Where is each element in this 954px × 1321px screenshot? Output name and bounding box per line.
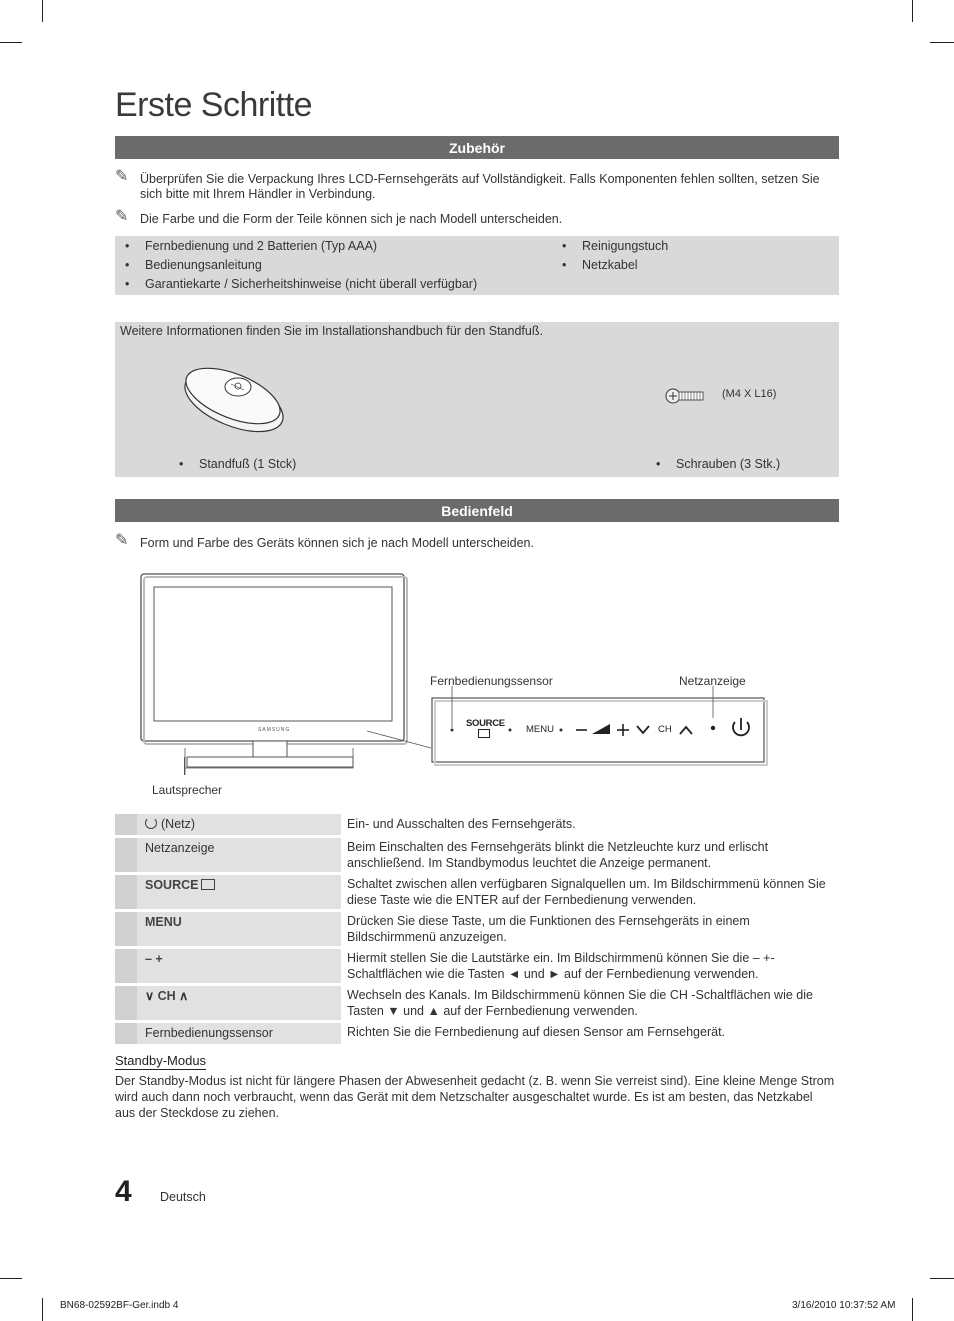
note-text: Die Farbe und die Form der Teile können sich je nach Modell unterscheiden. [140, 212, 563, 226]
speaker-callout-label: Lautsprecher [152, 783, 223, 797]
footer-datetime: 3/16/2010 10:37:52 AM [792, 1300, 896, 1311]
accessory-item: • Fernbedienung und 2 Batterien (Typ AAA) [145, 239, 377, 253]
row-desc: Beim Einschalten des Fernsehgeräts blinkt die Netzleuchte kurz und erlischt anschließend. Im Standbymodus leuchtet die Anzeige permanent. [341, 837, 839, 874]
power-indicator-callout-label: Netzanzeige [679, 674, 746, 688]
source-button-label: SOURCE [466, 718, 505, 729]
row-desc: Wechseln des Kanals. Im Bildschirmmenü können Sie die CH -Schaltflächen wie die Tasten ▼ und ▲ auf der Fernbedienung verwenden. [341, 985, 839, 1022]
table-row [115, 837, 839, 874]
note-packaging [115, 168, 835, 202]
table-row [115, 814, 839, 837]
row-key: – + [145, 952, 163, 966]
screw-label: • Schrauben (3 Stk.) [676, 457, 780, 471]
row-key: (Netz) [161, 817, 196, 831]
speaker-callout-line [184, 757, 185, 775]
crop-mark [930, 1278, 954, 1279]
screw-size-label: (M4 X L16) [722, 388, 777, 400]
row-key: Fernbedienungssensor [137, 1022, 341, 1045]
stand-label: • Standfuß (1 Stck) [199, 457, 296, 471]
enter-icon [201, 879, 215, 890]
standby-heading: Standby-Modus [115, 1053, 207, 1068]
crop-mark [42, 0, 43, 22]
table-row [115, 948, 839, 985]
page-number: 4 [115, 1175, 132, 1208]
note-panel [115, 532, 835, 551]
stand-info-text: Weitere Informationen finden Sie im Installationshandbuch für den Standfuß. [120, 324, 543, 338]
pencil-note-icon: ✎ [115, 532, 129, 549]
table-row [115, 874, 839, 911]
row-key: SOURCE [145, 878, 199, 892]
brand-logo: SAMSUNG [258, 727, 291, 733]
accessory-item: • Garantiekarte / Sicherheitshinweise (nicht überall verfügbar) [145, 277, 477, 291]
note-text: Überprüfen Sie die Verpackung Ihres LCD-Fernsehgeräts auf Vollständigkeit. Falls Komponenten fehlen sollten, setzen Sie sich bitte mit Ihrem Händler in Verbindung. [140, 172, 820, 201]
crop-mark [912, 1298, 913, 1321]
row-key: CH [157, 989, 176, 1003]
table-row [115, 911, 839, 948]
row-key: MENU [145, 915, 182, 929]
table-row [115, 985, 839, 1022]
crop-mark [930, 42, 954, 43]
footer-file: BN68-02592BF-Ger.indb 4 [60, 1300, 179, 1311]
page-title: Erste Schritte [115, 86, 313, 124]
row-desc: Drücken Sie diese Taste, um die Funktionen des Fernsehgeräts in einem Bildschirmmenü anzuzeigen. [341, 911, 839, 948]
ch-button-label: CH [658, 724, 672, 735]
crop-mark [912, 0, 913, 22]
note-parts [115, 208, 835, 227]
row-desc: Richten Sie die Fernbedienung auf diesen Sensor am Fernsehgerät. [341, 1022, 839, 1045]
control-table [115, 814, 839, 1044]
chevron-up-icon: ∧ [175, 989, 189, 1003]
sensor-callout-label: Fernbedienungssensor [430, 674, 553, 688]
crop-mark [0, 1278, 22, 1279]
table-row [115, 1022, 839, 1045]
crop-mark [0, 42, 22, 43]
row-desc: Hiermit stellen Sie die Lautstärke ein. Im Bildschirmmenü können Sie die – +-Schaltflächen wie die Tasten ◄ und ► auf der Fernbedienung verwenden. [341, 948, 839, 985]
row-desc: Schaltet zwischen allen verfügbaren Signalquellen um. Im Bildschirmmenü können Sie diese Taste wie die ENTER auf der Fernbedienung verwenden. [341, 874, 839, 911]
note-text: Form und Farbe des Geräts können sich je nach Modell unterscheiden. [140, 536, 534, 550]
page-language: Deutsch [160, 1190, 206, 1204]
screw-icon [665, 386, 707, 406]
accessory-item: • Reinigungstuch [582, 239, 668, 253]
enter-icon [478, 729, 490, 738]
pencil-note-icon: ✎ [115, 208, 129, 225]
accessory-item: • Netzkabel [582, 258, 638, 272]
stand-base-icon [176, 362, 294, 434]
standby-text: Der Standby-Modus ist nicht für längere Phasen der Abwesenheit gedacht (z. B. wenn Sie verreist sind). Eine kleine Menge Strom wird auch dann noch verbraucht, wenn das Gerät mit dem Netzschalter ausgeschaltet wurde. Es ist am besten, das Netzkabel aus der Steckdose zu ziehen. [115, 1074, 835, 1120]
menu-button-label: MENU [526, 724, 554, 735]
crop-mark [42, 1298, 43, 1321]
pencil-note-icon: ✎ [115, 168, 129, 185]
chevron-down-icon: ∨ [145, 989, 158, 1003]
section-heading-panel: Bedienfeld [115, 499, 839, 522]
row-key: Netzanzeige [137, 837, 341, 874]
accessory-item: • Bedienungsanleitung [145, 258, 262, 272]
row-desc: Ein- und Ausschalten des Fernsehgeräts. [341, 814, 839, 837]
section-heading-accessories: Zubehör [115, 136, 839, 159]
power-icon [145, 817, 157, 829]
